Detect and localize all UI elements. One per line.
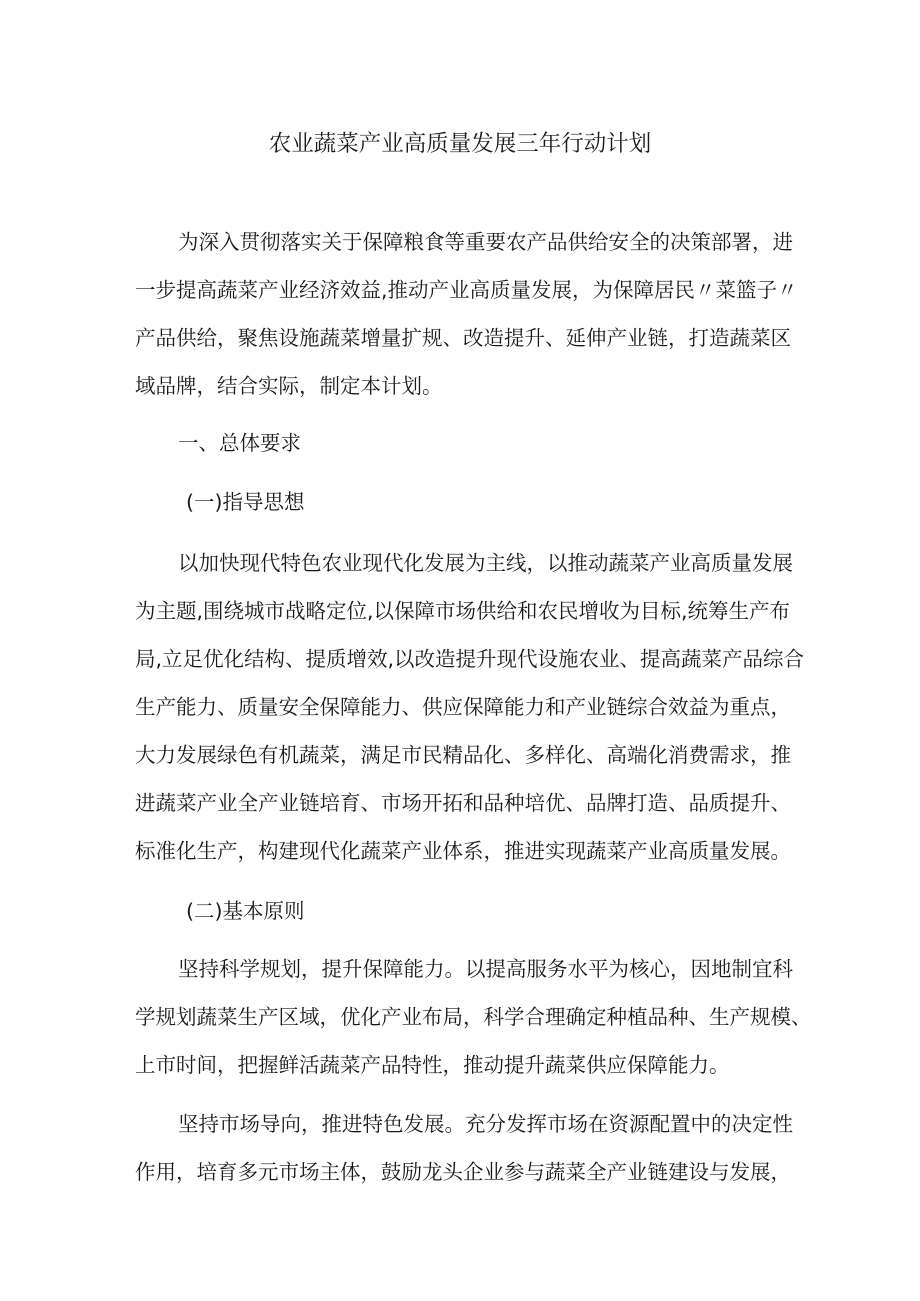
principle1-line-1: 坚持科学规划，提升保障能力。以提高服务水平为核心，因地制宜科 — [178, 957, 793, 981]
guiding-line-3: 局,立足优化结构、提质增效,以改造提升现代设施农业、提高蔬菜产品综合 — [135, 647, 805, 671]
intro-line-2: 一步提高蔬菜产业经济效益,推动产业高质量发展，为保障居民〃菜篮子〃 — [135, 278, 798, 302]
guiding-thought-paragraph — [135, 539, 805, 875]
subsection-heading-basic-principles: (二)基本原则 — [186, 899, 305, 923]
principle2-line-2: 作用，培育多元市场主体，鼓励龙头企业参与蔬菜全产业链建设与发展， — [135, 1160, 791, 1184]
guiding-line-2: 为主题,围绕城市战略定位,以保障市场供给和农民增收为目标,统筹生产布 — [135, 599, 791, 623]
principle-paragraph-2 — [135, 1100, 795, 1196]
intro-paragraph — [135, 218, 798, 410]
intro-line-3: 产品供给，聚焦设施蔬菜增量扩规、改造提升、延伸产业链，打造蔬菜区 — [135, 326, 791, 350]
intro-line-4: 域品牌，结合实际，制定本计划。 — [135, 374, 443, 398]
principle1-line-3: 上市时间，把握鲜活蔬菜产品特性，推动提升蔬菜供应保障能力。 — [135, 1053, 730, 1077]
guiding-line-7: 标准化生产，构建现代化蔬菜产业体系，推进实现蔬菜产业高质量发展。 — [135, 839, 791, 863]
principle2-line-1: 坚持市场导向，推进特色发展。充分发挥市场在资源配置中的决定性 — [178, 1112, 793, 1136]
principle1-line-2: 学规划蔬菜生产区域，优化产业布局，科学合理确定种植品种、生产规模、 — [135, 1005, 812, 1029]
principle-paragraph-1 — [135, 945, 812, 1089]
section-heading-general-requirements: 一、总体要求 — [178, 431, 301, 455]
subsection-heading-guiding-thought: (一)指导思想 — [186, 490, 305, 514]
guiding-line-1: 以加快现代特色农业现代化发展为主线，以推动蔬菜产业高质量发展 — [178, 551, 793, 575]
guiding-line-4: 生产能力、质量安全保障能力、供应保障能力和产业链综合效益为重点， — [135, 695, 791, 719]
guiding-line-6: 进蔬菜产业全产业链培育、市场开拓和品种培优、品牌打造、品质提升、 — [135, 791, 791, 815]
intro-line-1: 为深入贯彻落实关于保障粮食等重要农产品供给安全的决策部署，进 — [178, 230, 793, 254]
guiding-line-5: 大力发展绿色有机蔬菜，满足市民精品化、多样化、高端化消费需求，推 — [135, 743, 791, 767]
document-title: 农业蔬菜产业高质量发展三年行动计划 — [268, 131, 652, 157]
